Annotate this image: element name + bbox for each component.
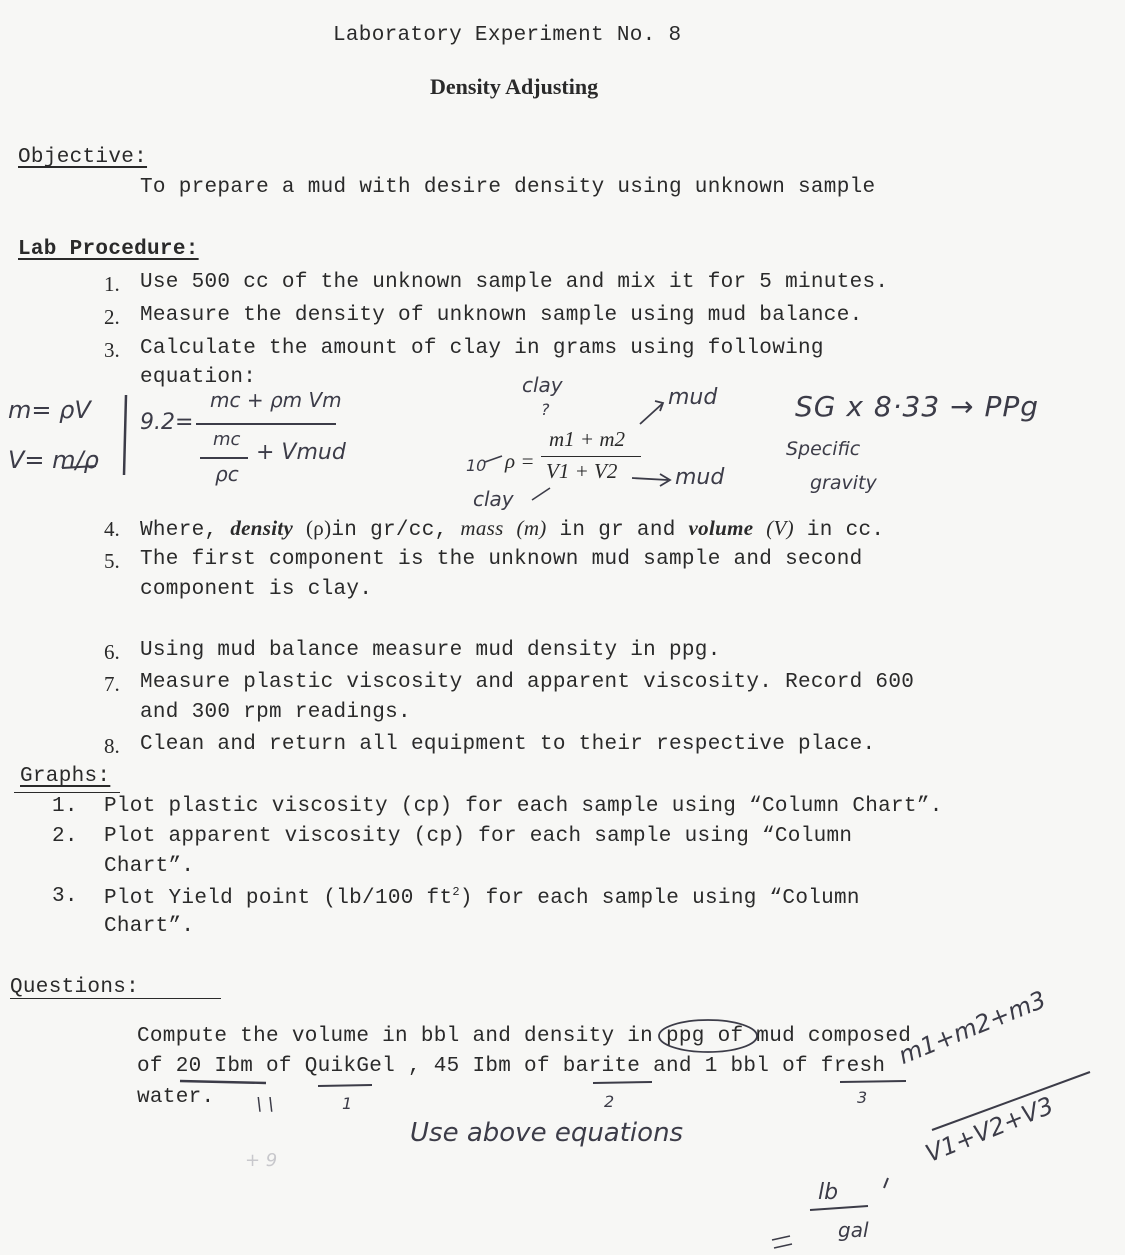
question-line: water. — [137, 1086, 215, 1109]
graph-item-number: 2. — [52, 825, 78, 848]
rho-symbol: (ρ) — [306, 516, 332, 540]
density-unit: in gr/cc, — [331, 519, 448, 542]
procedure-item-text: Measure plastic viscosity and apparent viscosity. Record 600 — [140, 671, 915, 694]
volume-term: volume — [688, 516, 754, 540]
document-title: Density Adjusting — [430, 74, 599, 99]
graph-item-text-continued: Chart”. — [104, 855, 195, 878]
handwritten-gal: gal — [838, 1218, 869, 1242]
graph-item-text-part: ) for each sample using “Column — [459, 887, 860, 910]
arrow-stroke — [632, 478, 668, 480]
handwritten-equals — [772, 1236, 792, 1248]
handwritten-underline — [318, 1085, 372, 1086]
procedure-item-number: 8. — [104, 734, 120, 758]
mass-term: mass — [460, 516, 504, 540]
handwritten-fraction-stroke — [932, 1072, 1090, 1130]
graph-item-number: 3. — [52, 885, 78, 908]
density-term: density — [230, 516, 294, 540]
handwritten-mud-label: mud — [668, 385, 718, 410]
handwritten-gravity: gravity — [810, 472, 877, 494]
handwritten-mass-sum: m1+m2+m3 — [894, 985, 1050, 1070]
superscript: 2 — [452, 885, 460, 899]
procedure-item-number: 4. — [104, 517, 120, 541]
graph-item-number: 1. — [52, 795, 78, 818]
handwritten-inner-numerator: mc — [213, 429, 241, 450]
handwritten-volume-equation: V= m/ρ — [8, 446, 99, 474]
procedure-item-text: Use 500 cc of the unknown sample and mix it for 5 minutes. — [140, 271, 889, 294]
handwritten-mud-label: mud — [675, 465, 725, 490]
circled-text: in ppg — [627, 1025, 705, 1048]
handwritten-clay-label: clay — [522, 373, 563, 397]
arrow-stroke — [532, 488, 550, 500]
lab-experiment-number: Laboratory Experiment No. 8 — [333, 24, 682, 47]
handwritten-underline — [180, 1081, 266, 1083]
handwritten-underline — [840, 1081, 906, 1082]
handwritten-specific: Specific — [786, 438, 861, 460]
handwritten-ten: 10 — [466, 456, 487, 475]
procedure-item-text-continued: component is clay. — [140, 578, 373, 601]
handwritten-clay-label: clay — [473, 487, 514, 511]
procedure-item-text-continued: and 300 rpm readings. — [140, 701, 411, 724]
handwritten-question-mark: ? — [541, 400, 550, 419]
arrow-stroke — [485, 456, 502, 462]
handwritten-index: 2 — [604, 1092, 615, 1111]
equation-denominator: V1 + V2 — [546, 459, 618, 483]
handwritten-sg-conversion: SG x 8·33 → PPg — [795, 390, 1039, 423]
handwritten-inner-denominator: ρc — [215, 462, 239, 486]
procedure-item-text: Calculate the amount of clay in grams using following — [140, 337, 824, 360]
graphs-heading: Graphs: — [20, 765, 111, 788]
graph-item-text-part: Plot Yield point (lb/100 ft — [104, 887, 453, 910]
objective-text: To prepare a mud with desire density using unknown sample — [140, 176, 876, 199]
handwritten-comma — [884, 1178, 888, 1188]
objective-heading: Objective: — [18, 146, 148, 169]
handwritten-lb: lb — [818, 1180, 839, 1205]
handwritten-underline — [593, 1082, 652, 1083]
procedure-item-text: Measure the density of unknown sample using mud balance. — [140, 304, 863, 327]
handwritten-tick-marks: \ \ — [256, 1094, 274, 1115]
procedure-item-text: Clean and return all equipment to their respective place. — [140, 733, 876, 756]
procedure-item-number: 6. — [104, 640, 120, 664]
procedure-item-number: 2. — [104, 305, 120, 329]
handwritten-index: 3 — [857, 1088, 868, 1107]
mass-unit: in gr and — [559, 519, 676, 542]
questions-heading: Questions: — [10, 976, 140, 999]
graph-item-text: Plot apparent viscosity (cp) for each sample using “Column — [104, 825, 853, 848]
procedure-item-number: 5. — [104, 549, 120, 573]
handwritten-equation-numerator: mc + ρm Vm — [210, 388, 342, 412]
question-line: of 20 Ibm of QuikGel , 45 Ibm of barite and 1 bbl of fresh — [137, 1055, 886, 1078]
procedure-item-number: 3. — [104, 338, 120, 362]
graph-item-text-continued: Chart”. — [104, 915, 195, 938]
procedure-item-text: Using mud balance measure mud density in ppg. — [140, 639, 721, 662]
where-label: Where, — [140, 519, 218, 542]
procedure-item-text: The first component is the unknown mud sample and second — [140, 548, 863, 571]
handwritten-equation-lhs: 9.2= — [140, 410, 194, 435]
vertical-bar-stroke — [124, 395, 126, 475]
procedure-item-number: 1. — [104, 272, 120, 296]
handwritten-index: 1 — [342, 1094, 353, 1113]
handwritten-mass-equation: m= ρV — [8, 396, 91, 424]
handwritten-volume-sum: V1+V2+V3 — [921, 1091, 1058, 1168]
handwritten-circle — [659, 1020, 757, 1052]
equation-numerator: m1 + m2 — [549, 427, 626, 451]
procedure-heading: Lab Procedure: — [18, 238, 199, 261]
handwritten-use-above-equations: Use above equations — [410, 1118, 684, 1148]
question-text: Compute the volume in bbl and density — [137, 1025, 628, 1048]
procedure-item-text-continued: equation: — [140, 366, 257, 389]
handwritten-fraction-stroke — [62, 466, 96, 468]
arrow-stroke — [640, 404, 662, 424]
faint-pencil-mark: + 9 — [245, 1150, 278, 1171]
graph-item-text: Plot plastic viscosity (cp) for each sample using “Column Chart”. — [104, 795, 943, 818]
volume-symbol: (V) — [766, 516, 794, 540]
procedure-item-number: 7. — [104, 672, 120, 696]
equation-lhs: ρ = — [505, 449, 535, 473]
question-text: of mud composed — [704, 1025, 912, 1048]
mass-symbol: (m) — [516, 516, 547, 540]
handwritten-plus-vmud: + Vmud — [256, 440, 346, 465]
volume-unit: in cc. — [806, 519, 885, 542]
handwritten-fraction-stroke — [810, 1206, 868, 1210]
